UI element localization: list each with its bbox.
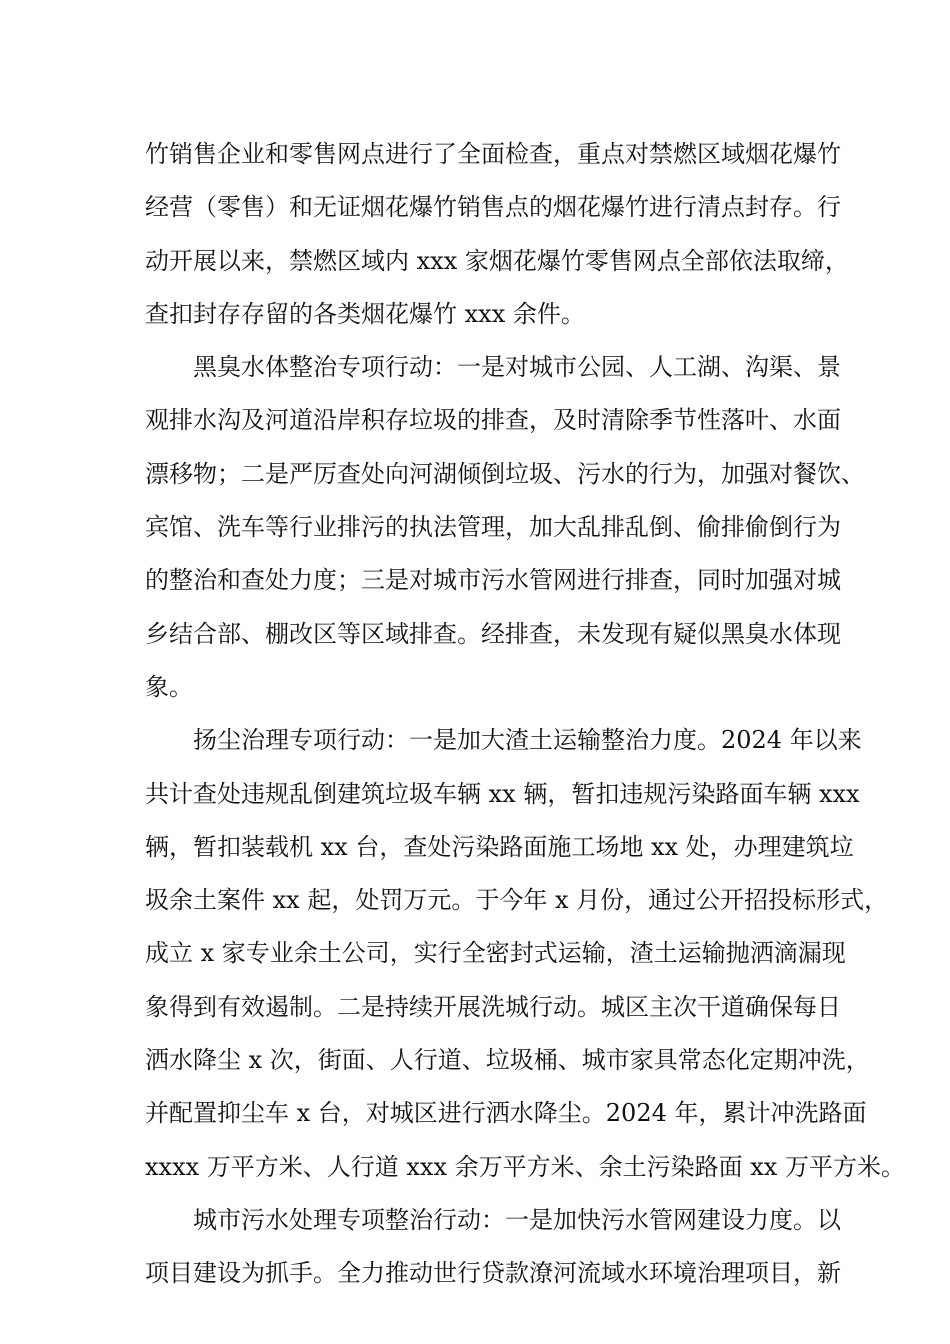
- text-line: 漂移物；二是严厉查处向河湖倾倒垃圾、污水的行为，加强对餐饮、: [145, 459, 865, 488]
- text-line: 宾馆、洗车等行业排污的执法管理，加大乱排乱倒、偷排偷倒行为: [145, 513, 841, 542]
- text-line: 观排水沟及河道沿岸积存垃圾的排查，及时清除季节性落叶、水面: [145, 406, 841, 435]
- text-line: 的整治和查处力度；三是对城市污水管网进行排查，同时加强对城: [145, 566, 841, 595]
- paragraph-start-line: 扬尘治理专项行动：一是加大渣土运输整治力度。2024 年以来: [193, 726, 862, 755]
- text-line: 象得到有效遏制。二是持续开展洗城行动。城区主次干道确保每日: [145, 992, 841, 1021]
- text-line: 乡结合部、棚改区等区域排查。经排查，未发现有疑似黑臭水体现: [145, 619, 841, 648]
- text-line: 象。: [145, 672, 193, 701]
- text-line: 竹销售企业和零售网点进行了全面检查，重点对禁燃区域烟花爆竹: [145, 140, 841, 168]
- text-line: 项目建设为抓手。全力推动世行贷款潦河流域水环境治理项目，新: [145, 1259, 841, 1288]
- text-line: xxxx 万平方米、人行道 xxx 余万平方米、余土污染路面 xx 万平方米。: [145, 1152, 905, 1181]
- text-line: 查扣封存存留的各类烟花爆竹 xxx 余件。: [145, 299, 585, 328]
- paragraph-start-line: 城市污水处理专项整治行动：一是加快污水管网建设力度。以: [193, 1205, 841, 1234]
- document-body: [145, 128, 905, 1301]
- text-line: 动开展以来，禁燃区域内 xxx 家烟花爆竹零售网点全部依法取缔，: [145, 246, 849, 275]
- text-line: 共计查处违规乱倒建筑垃圾车辆 xx 辆，暂扣违规污染路面车辆 xxx: [145, 779, 860, 808]
- paragraph-start-line: 黑臭水体整治专项行动：一是对城市公园、人工湖、沟渠、景: [193, 353, 841, 382]
- text-line: 成立 x 家专业余土公司，实行全密封式运输，渣土运输抛洒滴漏现: [145, 939, 846, 968]
- text-line: 并配置抑尘车 x 台，对城区进行洒水降尘。2024 年，累计冲洗路面: [145, 1099, 867, 1128]
- text-line: 圾余土案件 xx 起，处罚万元。于今年 x 月份，通过公开招投标形式，: [145, 886, 889, 915]
- text-line: 辆，暂扣装载机 xx 台，查处污染路面施工场地 xx 处，办理建筑垃: [145, 832, 854, 861]
- text-line: 洒水降尘 x 次，街面、人行道、垃圾桶、城市家具常态化定期冲洗，: [145, 1046, 870, 1075]
- text-line: 经营（零售）和无证烟花爆竹销售点的烟花爆竹进行清点封存。行: [145, 193, 841, 222]
